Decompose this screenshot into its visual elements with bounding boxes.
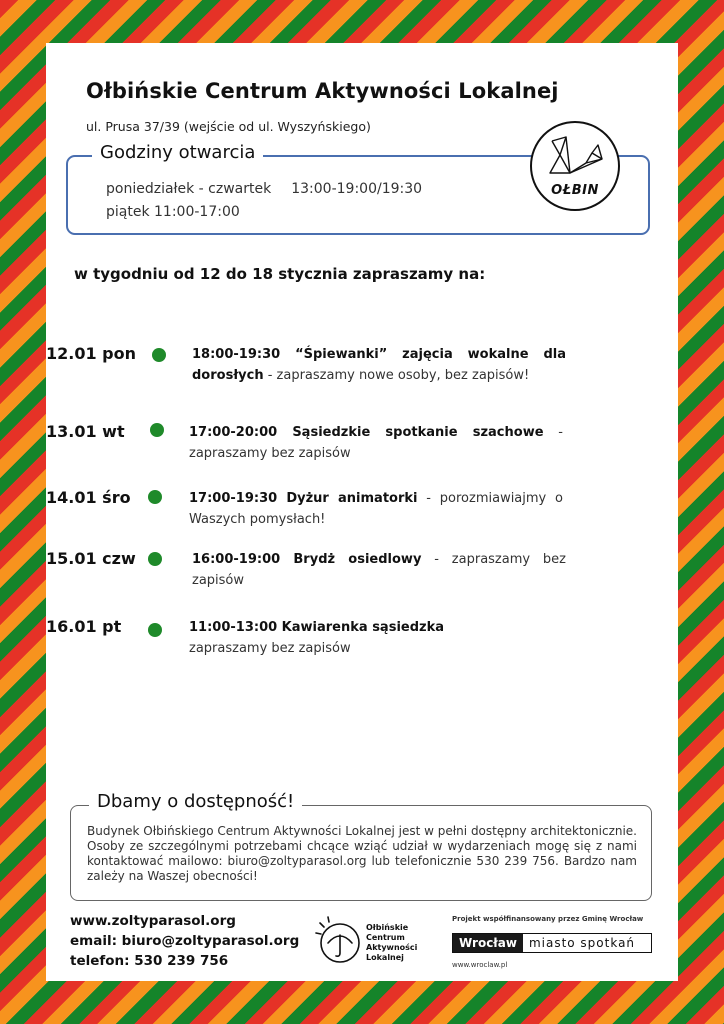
week-intro: w tygodniu od 12 do 18 stycznia zapraszamy na: bbox=[74, 265, 486, 283]
event-date: 13.01 wt bbox=[46, 422, 125, 441]
parasol-logo-line: Lokalnej bbox=[366, 953, 404, 962]
wroclaw-logo bbox=[452, 933, 652, 953]
opening-hours-heading: Godziny otwarcia bbox=[92, 142, 263, 163]
event-note: - porozmiawiajmy o Waszych pomysłach! bbox=[189, 491, 563, 527]
event-bullet bbox=[148, 623, 162, 637]
origami-swan-icon bbox=[546, 133, 608, 181]
olbin-logo-text: OŁBIN bbox=[551, 183, 599, 198]
parasol-logo-line: Aktywności bbox=[366, 943, 418, 952]
event-title: 11:00-13:00 Kawiarenka sąsiedzka bbox=[189, 620, 445, 635]
event-date: 14.01 śro bbox=[46, 488, 131, 507]
event-note: - zapraszamy nowe osoby, bez zapisów! bbox=[263, 368, 530, 383]
event-bullet bbox=[148, 552, 162, 566]
event-note: zapraszamy bez zapisów bbox=[189, 641, 351, 656]
phone-number: telefon: 530 239 756 bbox=[70, 953, 229, 969]
event-date: 16.01 pt bbox=[46, 617, 122, 636]
weekdays-time: 13:00-19:00/19:30 bbox=[291, 181, 423, 197]
event-title: 17:00-19:30 Dyżur animatorki bbox=[189, 491, 418, 506]
wroclaw-url[interactable]: www.wroclaw.pl bbox=[452, 961, 508, 969]
event-bullet bbox=[150, 423, 164, 437]
event-date: 15.01 czw bbox=[46, 549, 136, 568]
wroclaw-slogan: miasto spotkań bbox=[528, 936, 636, 950]
event-description bbox=[192, 549, 566, 591]
event-note: - zapraszamy bez zapisów bbox=[189, 425, 563, 461]
event-title: 16:00-19:00 Brydż osiedlowy bbox=[192, 552, 422, 567]
accessibility-box bbox=[70, 791, 652, 901]
wroclaw-city-name: Wrocław bbox=[453, 934, 523, 952]
event-bullet bbox=[148, 490, 162, 504]
page-title: Ołbińskie Centrum Aktywności Lokalnej bbox=[86, 79, 559, 103]
event-bullet bbox=[152, 348, 166, 362]
parasol-logo-line: Ołbińskie bbox=[366, 923, 409, 932]
event-description bbox=[189, 488, 563, 530]
poster-sheet bbox=[46, 43, 678, 981]
event-title: 17:00-20:00 Sąsiedzkie spotkanie szachowe bbox=[189, 425, 544, 440]
accessibility-text: Budynek Ołbińskiego Centrum Aktywności Lokalnej jest w pełni dostępny architektonicznie. Osoby ze szczególnymi potrzebami chcące wziąć udział w wydarzeniach mogę się z nami kontaktować mailowo: biuro@zoltyparasol.org lub telefonicznie 530 239 756. Bardzo nam zależy na Waszej obecności! bbox=[87, 824, 637, 883]
contact-info bbox=[70, 911, 299, 971]
parasol-logo-line: Centrum bbox=[366, 933, 405, 942]
website-link[interactable]: www.zoltyparasol.org bbox=[70, 913, 236, 929]
accessibility-heading: Dbamy o dostępność! bbox=[89, 791, 302, 812]
umbrella-icon bbox=[312, 913, 364, 965]
event-description bbox=[189, 422, 563, 464]
address: ul. Prusa 37/39 (wejście od ul. Wyszyńskiego) bbox=[86, 119, 371, 134]
parasol-logo-text bbox=[366, 923, 436, 963]
event-title: 18:00-19:30 “Śpiewanki” zajęcia wokalne dla dorosłych bbox=[192, 347, 566, 383]
weekdays-label: poniedziałek - czwartek bbox=[106, 181, 272, 197]
email-link[interactable]: email: biuro@zoltyparasol.org bbox=[70, 933, 300, 949]
event-note: - zapraszamy bez zapisów bbox=[192, 552, 566, 588]
olbin-logo bbox=[530, 121, 620, 211]
opening-hours-friday: piątek 11:00-17:00 bbox=[106, 204, 240, 220]
opening-hours-weekdays bbox=[106, 181, 422, 197]
event-date: 12.01 pon bbox=[46, 344, 137, 363]
event-description bbox=[192, 344, 566, 386]
cofunding-note: Projekt współfinansowany przez Gminę Wrocław bbox=[452, 915, 644, 923]
event-description bbox=[189, 617, 489, 659]
